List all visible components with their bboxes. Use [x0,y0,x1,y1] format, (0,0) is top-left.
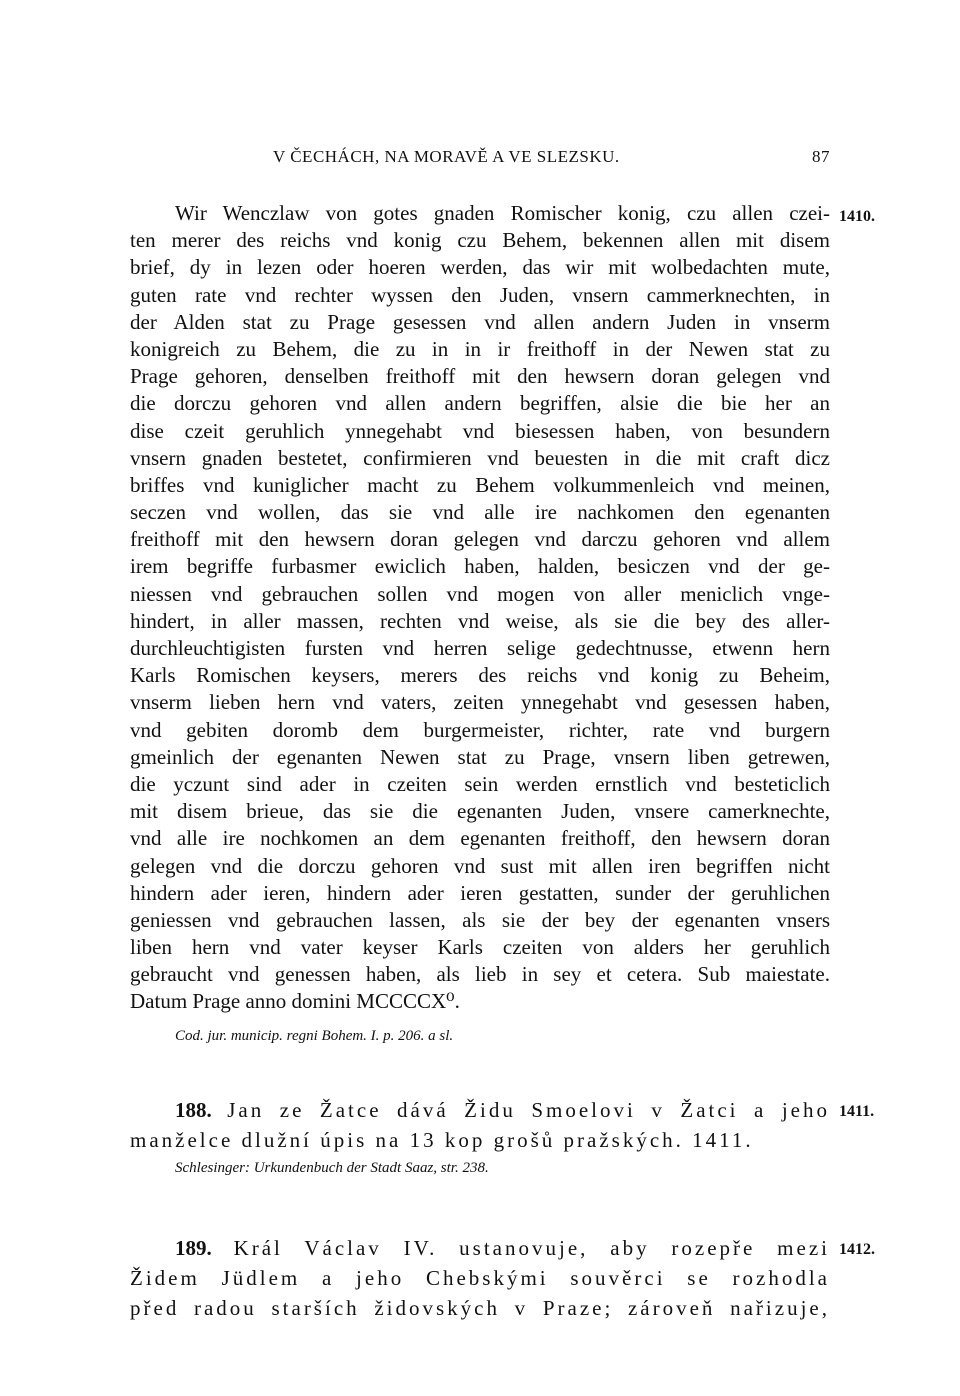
text-line: vnd gebiten doromb dem burgermeister, richter, rate vnd burgern [130,717,830,742]
text-line: dise czeit geruhlich ynnegehabt vnd biesessen haben, von besundern [130,418,830,443]
running-title: V ČECHÁCH, NA MORAVĚ A VE SLEZSKU. [273,147,620,166]
text-line: seczen vnd wollen, das sie vnd alle ire nachkomen den egenanten [130,500,830,525]
text-line: brief, dy in lezen oder hoeren werden, das wir mit wolbedachten mute, [130,255,830,280]
page-number: 87 [812,147,830,166]
text-line: guten rate vnd rechter wyssen den Juden, vnsern cammerknechten, in [130,282,830,307]
text-line: vnserm lieben hern vnd vaters, zeiten ynnegehabt vnd gesessen haben, [130,690,830,715]
text-line: vnd alle ire nochkomen an dem egenanten freithoff, den hewsern doran [130,826,830,851]
text-line: Datum Prage anno domini MCCCCX⁰. [130,989,460,1014]
margin-year-1412: 1412. [839,1241,875,1258]
margin-year-1411: 1411. [839,1103,875,1120]
text-line: ten merer des reichs vnd konig czu Behem, bekennen allen mit disem [130,228,830,253]
text-line: geniessen vnd gebrauchen lassen, als sie der bey der egenanten vnsers [130,907,830,932]
margin-year-1410: 1410. [839,208,875,225]
source-citation: Schlesinger: Urkundenbuch der Stadt Saaz, str. 238. [175,1160,489,1176]
entry-line [130,1233,830,1263]
text-line: die dorczu gehoren vnd allen andern begriffen, alsie die bie her an [130,391,830,416]
text-line: durchleuchtigisten fursten vnd herren selige gedechtnusse, etwenn hern [130,636,830,660]
text-line: gebraucht vnd genessen haben, als lieb in sey et cetera. Sub maiestate. [130,962,830,987]
entry-number: 188. [175,1098,212,1122]
text-line: Prage gehoren, denselben freithoff mit den hewsern doran gelegen vnd [130,364,830,389]
text-line: Wir Wenczlaw von gotes gnaden Romischer konig, czu allen czei- [175,201,830,225]
source-citation: Cod. jur. municip. regni Bohem. I. p. 206. a sl. [175,1028,454,1044]
text-line: konigreich zu Behem, die zu in in ir freithoff in der Newen stat zu [130,336,830,361]
text-line: niessen vnd gebrauchen sollen vnd mogen von aller meniclich vnge- [130,581,830,606]
text-line: irem begriffe furbasmer ewiclich haben, halden, besiczen vnd der ge- [130,554,830,579]
entry-line: před radou starších židovských v Praze; zároveň nařizuje, [130,1296,830,1320]
text-line: gmeinlich der egenanten Newen stat zu Prage, vnsern liben getrewen, [130,744,830,769]
text-line: liben hern vnd vater keyser Karls czeiten von alders her geruhlich [130,935,830,960]
text-line: Karls Romischen keysers, merers des reichs vnd konig zu Beheim, [130,663,830,688]
entry-text: Král Václav IV. ustanovuje, aby rozepře mezi [211,1236,830,1260]
entry-line: manželce dlužní úpis na 13 kop grošů pražských. 1411. [130,1128,754,1152]
text-line: hindert, in aller massen, rechten vnd weise, als sie die bey des aller- [130,608,830,633]
text-line: freithoff mit den hewsern doran gelegen vnd darczu gehoren vnd allem [130,527,830,552]
text-line: vnsern gnaden bestetet, confirmieren vnd beuesten in die mit craft dicz [130,445,830,470]
text-line: mit disem brieue, das sie die egenanten Juden, vnsere camerknechte, [130,799,830,824]
text-line: die yczunt sind ader in czeiten sein werden ernstlich vnd besteticlich [130,771,830,796]
entry-number: 189. [175,1236,212,1260]
entry-text: Jan ze Žatce dává Židu Smoelovi v Žatci a jeho [211,1098,830,1122]
text-line: gelegen vnd die dorczu gehoren vnd sust mit allen iren begriffen nicht [130,853,830,878]
text-line: briffes vnd kuniglicher macht zu Behem volkummenleich vnd meinen, [130,472,830,497]
text-line: der Alden stat zu Prage gesessen vnd allen andern Juden in vnserm [130,309,830,334]
document-body [130,200,830,1016]
regest-entry-188 [130,1095,830,1155]
entry-line: Židem Jüdlem a jeho Chebskými souvěrci se rozhodla [130,1266,830,1290]
entry-line [130,1095,830,1125]
text-line: hindern ader ieren, hindern ader ieren gestatten, sunder der geruhlichen [130,880,830,905]
regest-entry-189 [130,1233,830,1323]
